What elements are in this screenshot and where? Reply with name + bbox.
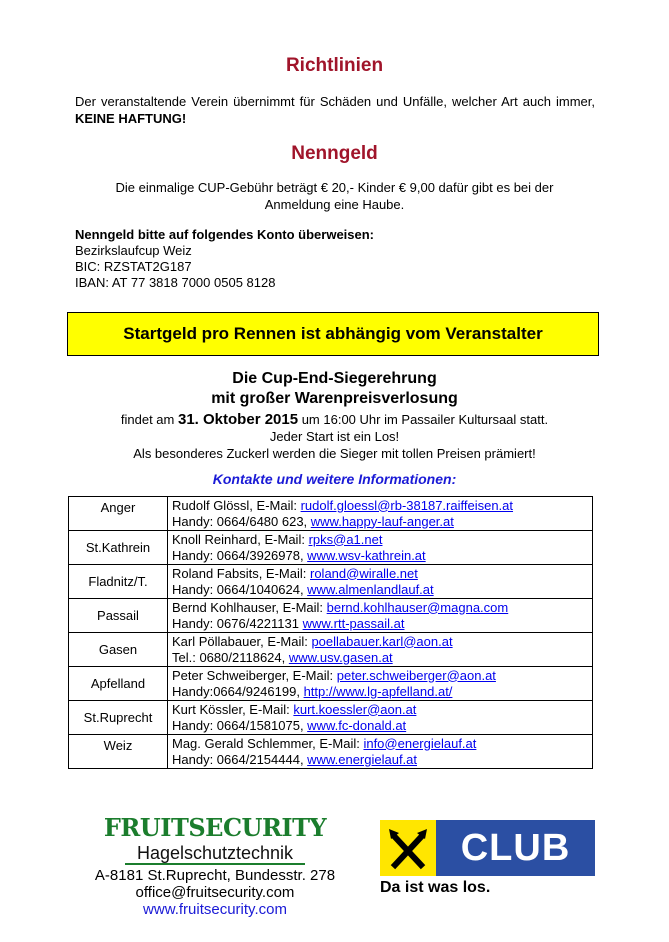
contact-place: St.Ruprecht (69, 701, 168, 735)
contact-row (69, 667, 593, 701)
contact-phone-line (172, 514, 588, 530)
contact-email-link[interactable]: poellabauer.karl@aon.at (311, 633, 453, 649)
siegerehrung-line3: Als besonderes Zuckerl werden die Sieger mit tollen Preisen prämiert! (133, 446, 536, 461)
fruitsecurity-logo (70, 815, 360, 918)
contact-web-link[interactable]: www.almenlandlauf.at (307, 581, 434, 597)
contact-place: Anger (69, 497, 168, 531)
keine-haftung: KEINE HAFTUNG! (75, 111, 187, 126)
siegerehrung-title-line2: mit großer Warenpreisverlosung (211, 390, 458, 407)
contact-place: Passail (69, 599, 168, 633)
contact-email-link[interactable]: peter.schweiberger@aon.at (336, 667, 496, 683)
contact-place: Gasen (69, 633, 168, 667)
siegerehrung-text (0, 411, 669, 462)
contact-details (168, 667, 593, 701)
fruitsecurity-subtitle: Hagelschutztechnik (136, 843, 294, 863)
contact-web-link[interactable]: www.usv.gasen.at (288, 649, 393, 665)
contact-row (69, 633, 593, 667)
contact-person-line (172, 498, 588, 514)
contact-phone-line (172, 548, 588, 564)
nenngeld-text (0, 179, 669, 213)
fruitsecurity-web: www.fruitsecurity.com (143, 901, 287, 918)
bank-iban: IBAN: AT 77 3818 7000 0505 8128 (75, 275, 276, 290)
event-date: 31. Oktober 2015 (178, 411, 299, 428)
contact-person: Knoll Reinhard, E-Mail: (172, 531, 309, 547)
contact-place: Apfelland (69, 667, 168, 701)
contacts-heading: Kontakte und weitere Informationen: (212, 471, 457, 487)
contact-person: Mag. Gerald Schlemmer, E-Mail: (172, 735, 364, 751)
contacts-table (68, 496, 593, 769)
fruitsecurity-email: office@fruitsecurity.com (135, 884, 295, 901)
contact-phone-line (172, 650, 588, 666)
richtlinien-heading: Richtlinien (285, 55, 384, 76)
contact-place: St.Kathrein (69, 531, 168, 565)
bank-bic: BIC: RZSTAT2G187 (75, 259, 192, 274)
contact-phone: Handy: 0664/1581075, (172, 717, 308, 733)
contact-web-link[interactable]: www.energielauf.at (307, 751, 418, 767)
raiffeisen-gable-icon (380, 820, 436, 876)
contact-web-link[interactable]: www.happy-lauf-anger.at (310, 513, 454, 529)
date-line-post: um 16:00 Uhr im Passailer Kultursaal statt. (301, 412, 549, 427)
contact-web-link[interactable]: www.rtt-passail.at (302, 615, 405, 631)
contact-details (168, 633, 593, 667)
contact-phone-line (172, 582, 588, 598)
richtlinien-text (75, 93, 595, 127)
contact-phone-line (172, 684, 588, 700)
contact-person-line (172, 668, 588, 684)
contact-email-link[interactable]: rpks@a1.net (308, 531, 383, 547)
contact-row (69, 531, 593, 565)
contact-details (168, 531, 593, 565)
contact-place: Weiz (69, 735, 168, 769)
contact-email-link[interactable]: rudolf.gloessl@rb-38187.raiffeisen.at (300, 497, 514, 513)
contact-person-line (172, 532, 588, 548)
contact-email-link[interactable]: kurt.koessler@aon.at (293, 701, 417, 717)
contact-person: Bernd Kohlhauser, E-Mail: (172, 599, 327, 615)
date-line-pre: findet am (120, 412, 175, 427)
contact-row (69, 599, 593, 633)
bank-heading: Nenngeld bitte auf folgendes Konto überweisen: (75, 227, 375, 242)
fruitsecurity-divider (125, 863, 305, 865)
contact-phone-line (172, 752, 588, 768)
startgeld-banner (67, 312, 599, 356)
contact-phone-line (172, 616, 588, 632)
contact-person-line (172, 702, 588, 718)
contact-phone: Tel.: 0680/2118624, (172, 649, 289, 665)
bank-details (75, 227, 575, 291)
contact-phone: Handy: 0664/1040624, (172, 581, 308, 597)
contact-details (168, 701, 593, 735)
bank-name: Bezirkslaufcup Weiz (75, 243, 192, 258)
contact-details (168, 565, 593, 599)
contact-details (168, 735, 593, 769)
contact-web-link[interactable]: www.fc-donald.at (307, 717, 407, 733)
nenngeld-line2: Anmeldung eine Haube. (264, 197, 405, 212)
contact-phone: Handy: 0676/4221131 (172, 615, 303, 631)
contact-phone: Handy:0664/9246199, (172, 683, 304, 699)
contact-details (168, 599, 593, 633)
contact-phone: Handy: 0664/6480 623, (172, 513, 311, 529)
contact-email-link[interactable]: roland@wiralle.net (310, 565, 418, 581)
contact-person: Roland Fabsits, E-Mail: (172, 565, 310, 581)
contact-phone-line (172, 718, 588, 734)
contact-person: Rudolf Glössl, E-Mail: (172, 497, 301, 513)
club-badge (380, 820, 595, 876)
nenngeld-line1: Die einmalige CUP-Gebühr beträgt € 20,- Kinder € 9,00 dafür gibt es bei der (115, 180, 554, 195)
fruitsecurity-name: FRUITSECURITY (103, 813, 327, 842)
club-name: CLUB (436, 820, 595, 876)
contact-row (69, 735, 593, 769)
raiffeisen-club-logo (380, 820, 595, 897)
startgeld-text: Startgeld pro Rennen ist abhängig vom Veranstalter (123, 324, 543, 343)
contact-row (69, 701, 593, 735)
siegerehrung-date-line (0, 411, 669, 428)
contact-web-link[interactable]: www.wsv-kathrein.at (307, 547, 426, 563)
contact-person-line (172, 634, 588, 650)
siegerehrung-line2: Jeder Start ist ein Los! (269, 429, 400, 444)
contact-details (168, 497, 593, 531)
club-slogan: Da ist was los. (380, 879, 491, 896)
fruitsecurity-address: A-8181 St.Ruprecht, Bundesstr. 278 (94, 867, 336, 884)
contact-phone: Handy: 0664/2154444, (172, 751, 308, 767)
nenngeld-heading: Nenngeld (291, 143, 378, 164)
siegerehrung-title-line1: Die Cup-End-Siegerehrung (232, 370, 437, 387)
contact-email-link[interactable]: bernd.kohlhauser@magna.com (326, 599, 509, 615)
siegerehrung-title (0, 369, 669, 409)
contact-phone: Handy: 0664/3926978, (172, 547, 308, 563)
contact-place: Fladnitz/T. (69, 565, 168, 599)
contact-email-link[interactable]: info@energielauf.at (363, 735, 477, 751)
richtlinien-body: Der veranstaltende Verein übernimmt für Schäden und Unfälle, welcher Art auch immer, (75, 94, 595, 109)
contact-web-link[interactable]: http://www.lg-apfelland.at/ (303, 683, 453, 699)
contact-person: Karl Pöllabauer, E-Mail: (172, 633, 312, 649)
contact-person-line (172, 566, 588, 582)
contact-row (69, 565, 593, 599)
contact-person: Kurt Kössler, E-Mail: (172, 701, 294, 717)
contact-person-line (172, 736, 588, 752)
contact-row (69, 497, 593, 531)
contact-person: Peter Schweiberger, E-Mail: (172, 667, 337, 683)
contact-person-line (172, 600, 588, 616)
